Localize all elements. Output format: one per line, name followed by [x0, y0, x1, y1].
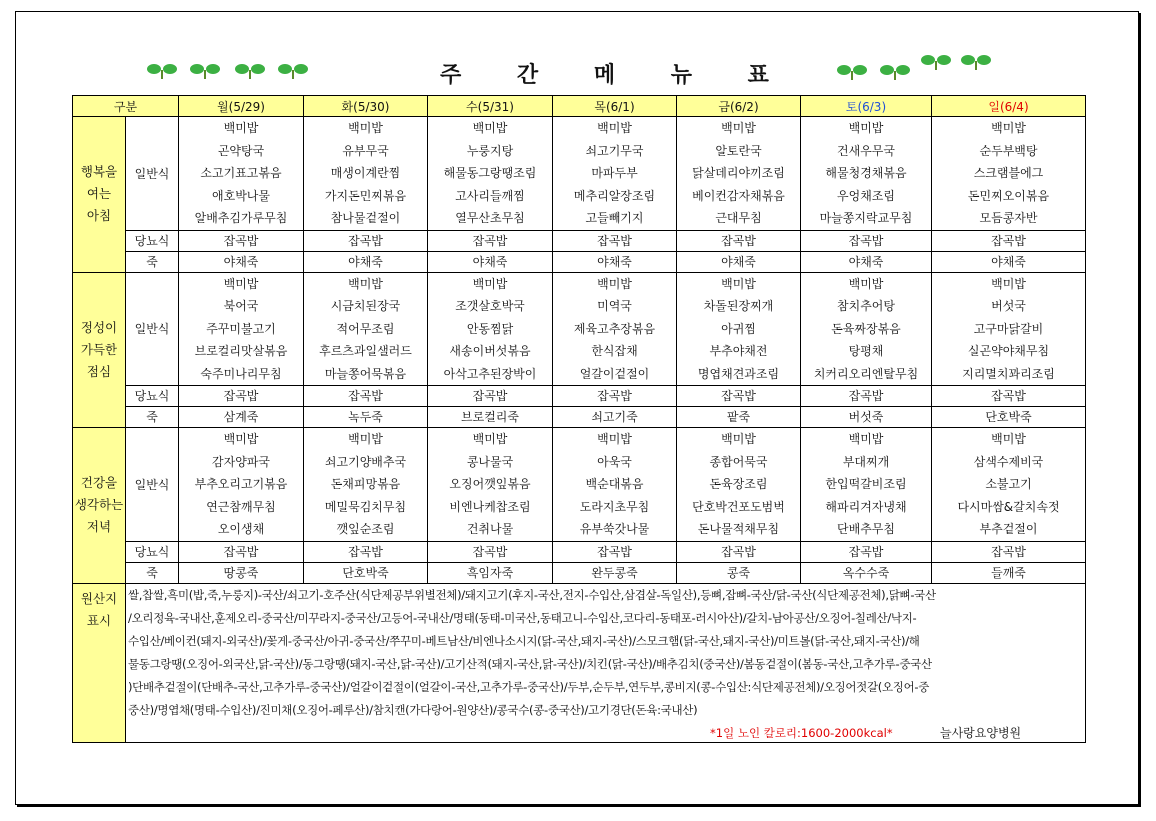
porridge-menu-cell: 브로컬리죽	[428, 407, 553, 428]
dish-item: 오이생채	[217, 522, 265, 536]
porridge-menu-cell: 땅콩죽	[179, 562, 304, 583]
dish-item: 차돌된장찌개	[703, 299, 774, 313]
general-menu-cell	[304, 272, 428, 386]
dish-item: 북어국	[223, 299, 259, 313]
porridge-menu-cell: 팥죽	[677, 407, 801, 428]
general-menu-cell	[179, 272, 304, 386]
dish-item: 열무산초무침	[455, 211, 525, 225]
general-menu-cell	[932, 272, 1086, 386]
dish-item: 한입떡갈비조림	[825, 477, 907, 491]
meal-label-line: 아침	[86, 208, 112, 224]
dish-item: 백미밥	[721, 121, 756, 135]
diabetic-menu-cell: 잡곡밥	[304, 541, 428, 562]
dinner-label	[73, 428, 126, 584]
dish-item: 백미밥	[721, 432, 756, 446]
dish-item: 제육고추장볶음	[573, 321, 656, 336]
hospital-name: 늘사랑요양병원	[940, 725, 1022, 740]
origin-line: 수입산/베이컨(돼지-외국산)/꽃게-중국산/아귀-중국산/쭈꾸미-베트남산/비엔나소시지(닭-국산,돼지-국산)/스모크햄(닭-국산,돼지-국산)/미트볼(닭-국산,돼지-국산)/해	[128, 633, 920, 648]
origin-line: )단배추겉절이(단배추-국산,고추가루-중국산)/얼갈이겉절이(얼갈이-국산,고추가루-중국산)/두부,순두부,연두부,콩비지(콩-수입산:식단제공전체)/오징어젓갈(오징어-중	[128, 679, 930, 694]
diabetic-menu-cell: 잡곡밥	[304, 386, 428, 407]
diabetic-menu-cell: 잡곡밥	[932, 230, 1086, 251]
dish-item: 백미밥	[223, 276, 259, 291]
porridge-diet-label: 죽	[126, 251, 179, 272]
dish-item: 안동찜닭	[466, 321, 514, 336]
porridge-diet-label: 죽	[126, 562, 179, 583]
dish-item: 백미밥	[223, 121, 259, 135]
dish-item: 돈나물적채무침	[697, 522, 780, 536]
dish-item: 우엉채조림	[837, 188, 895, 203]
general-menu-cell	[304, 117, 428, 231]
dish-item: 돈채피망볶음	[330, 477, 401, 491]
lunch-porridge-row	[73, 407, 1086, 428]
diabetic-diet-label: 당뇨식	[126, 230, 179, 251]
dish-item: 애호박나물	[212, 188, 270, 203]
dish-item: 매생이계란찜	[330, 166, 401, 180]
dish-item: 감자양파국	[212, 454, 270, 469]
dish-item: 소고기표고볶음	[200, 166, 282, 180]
dish-item: 백미밥	[991, 276, 1026, 291]
dish-item: 오징어깻잎볶음	[449, 477, 531, 491]
dish-item: 미역국	[597, 299, 632, 313]
porridge-menu-cell: 야채죽	[428, 251, 553, 272]
dish-item: 종합어묵국	[709, 454, 768, 469]
dish-item: 주꾸미불고기	[206, 321, 276, 336]
origin-content	[126, 583, 1086, 742]
dish-item: 참나물겉절이	[330, 211, 401, 225]
general-menu-cell	[304, 428, 428, 542]
diabetic-menu-cell: 잡곡밥	[553, 230, 677, 251]
meal-label-line: 건강을	[80, 475, 118, 491]
calorie-note: *1일 노인 칼로리:1600-2000kcal*	[710, 725, 893, 740]
diabetic-menu-cell: 잡곡밥	[179, 541, 304, 562]
origin-line: 물동그랑땡(오징어-외국산,닭-국산)/동그랑땡(돼지-국산,닭-국산)/고기산적(돼지-국산,닭-국산)/치킨(닭-국산)/배추김치(중국산)/봄동겉절이(봄동-국산,고추가루-중국산	[128, 656, 932, 671]
dish-item: 스크램블에그	[973, 166, 1044, 180]
general-menu-cell	[553, 117, 677, 231]
dish-item: 실곤약야채무침	[967, 344, 1050, 358]
dish-item: 탕평채	[848, 344, 884, 358]
dish-item: 단배추무침	[837, 522, 895, 536]
dish-item: 베이컨감자채볶음	[692, 188, 785, 203]
porridge-menu-cell: 버섯죽	[801, 407, 932, 428]
porridge-menu-cell: 야채죽	[304, 251, 428, 272]
header-day-wed: 수(5/31)	[428, 96, 553, 117]
porridge-diet-label: 죽	[126, 407, 179, 428]
lunch-label	[73, 272, 126, 428]
dish-item: 순두부백탕	[979, 143, 1038, 158]
porridge-menu-cell: 녹두죽	[304, 407, 428, 428]
diabetic-menu-cell: 잡곡밥	[932, 386, 1086, 407]
diabetic-menu-cell: 잡곡밥	[428, 541, 553, 562]
dish-item: 마늘쫑지락교무침	[819, 211, 913, 225]
header-row	[73, 96, 1086, 117]
general-menu-cell	[801, 272, 932, 386]
sprout-decoration-left	[146, 60, 316, 82]
dish-item: 부추오리고기볶음	[194, 477, 288, 491]
breakfast-diabetic-row	[73, 230, 1086, 251]
dish-item: 백미밥	[223, 432, 259, 446]
diabetic-menu-cell: 잡곡밥	[553, 541, 677, 562]
origin-line: 중산)/명엽채(명태-수입산)/진미채(오징어-페루산)/참치캔(가다랑어-원양산)/콩국수(콩-중국산)/고기경단(돈육:국내산)	[128, 702, 698, 717]
dish-item: 브로컬리맛살볶음	[194, 344, 288, 358]
dish-item: 부추야채전	[709, 344, 768, 358]
origin-row	[73, 583, 1086, 742]
general-menu-cell	[677, 117, 801, 231]
diabetic-menu-cell: 잡곡밥	[801, 541, 932, 562]
dish-item: 닭살데리야끼조림	[692, 166, 785, 180]
diabetic-menu-cell: 잡곡밥	[553, 386, 677, 407]
dish-item: 근대무침	[715, 211, 762, 225]
general-menu-cell	[428, 428, 553, 542]
dish-item: 백미밥	[597, 432, 632, 446]
dish-item: 돈민찌오이볶음	[967, 188, 1050, 203]
dish-item: 후르츠과일샐러드	[319, 344, 412, 358]
dish-item: 백미밥	[848, 121, 884, 135]
general-menu-cell	[428, 117, 553, 231]
dish-item: 백미밥	[848, 276, 884, 291]
dish-item: 버섯국	[991, 299, 1026, 313]
dish-item: 비엔나케찹조림	[449, 499, 531, 514]
porridge-menu-cell: 야채죽	[553, 251, 677, 272]
sprout-decoration-right	[836, 54, 996, 82]
page-title: 주 간 메 뉴 표	[440, 63, 793, 88]
meal-label-line: 행복을	[80, 164, 118, 180]
dish-item: 한식잡채	[591, 344, 638, 358]
dinner-diabetic-row	[73, 541, 1086, 562]
dish-item: 도라지초무침	[579, 499, 650, 514]
dish-item: 마늘쫑어묵볶음	[324, 366, 407, 381]
header-day-fri: 금(6/2)	[677, 96, 801, 117]
dish-item: 메밀묵김치무침	[324, 499, 407, 514]
dinner-porridge-row	[73, 562, 1086, 583]
header-day-mon: 월(5/29)	[179, 96, 304, 117]
porridge-menu-cell: 옥수수죽	[801, 562, 932, 583]
porridge-menu-cell: 쇠고기죽	[553, 407, 677, 428]
porridge-menu-cell: 야채죽	[677, 251, 801, 272]
dish-item: 백미밥	[597, 121, 632, 135]
dish-item: 백미밥	[721, 276, 756, 291]
porridge-menu-cell: 단호박죽	[932, 407, 1086, 428]
diabetic-menu-cell: 잡곡밥	[304, 230, 428, 251]
dish-item: 새송이버섯볶음	[449, 344, 531, 358]
header-day-tue: 화(5/30)	[304, 96, 428, 117]
dish-item: 유부쑥갓나물	[579, 522, 650, 536]
breakfast-general-row	[73, 117, 1086, 231]
diabetic-menu-cell: 잡곡밥	[428, 230, 553, 251]
header-day-thu: 목(6/1)	[553, 96, 677, 117]
dish-item: 참치추어탕	[837, 299, 895, 313]
dish-item: 아삭고추된장박이	[443, 366, 537, 381]
breakfast-porridge-row	[73, 251, 1086, 272]
dish-item: 고들빼기지	[585, 211, 644, 225]
dish-item: 아욱국	[597, 454, 632, 469]
diabetic-diet-label: 당뇨식	[126, 541, 179, 562]
lunch-diabetic-row	[73, 386, 1086, 407]
diabetic-menu-cell: 잡곡밥	[677, 386, 801, 407]
general-menu-cell	[677, 272, 801, 386]
porridge-menu-cell: 삼계죽	[179, 407, 304, 428]
dish-item: 백미밥	[348, 276, 383, 291]
diabetic-menu-cell: 잡곡밥	[932, 541, 1086, 562]
dish-item: 백미밥	[472, 432, 508, 446]
general-diet-label: 일반식	[126, 117, 179, 231]
dish-item: 삼색수제비국	[973, 454, 1044, 469]
dish-item: 아귀찜	[721, 321, 756, 336]
dish-item: 깻잎순조림	[336, 522, 395, 536]
dish-item: 쇠고기무국	[585, 143, 644, 158]
header-day-sun: 일(6/4)	[932, 96, 1086, 117]
dish-item: 백미밥	[472, 121, 508, 135]
breakfast-label	[73, 117, 126, 273]
porridge-menu-cell: 완두콩죽	[553, 562, 677, 583]
porridge-menu-cell: 단호박죽	[304, 562, 428, 583]
dish-item: 연근참깨무침	[206, 499, 276, 514]
dish-item: 돈육장조림	[709, 477, 768, 491]
dish-item: 백미밥	[348, 432, 383, 446]
porridge-menu-cell: 콩죽	[677, 562, 801, 583]
origin-label-line: 표시	[86, 612, 112, 628]
dish-item: 시금치된장국	[330, 299, 401, 313]
meal-label-line: 점심	[86, 363, 112, 379]
origin-label	[73, 583, 126, 742]
porridge-menu-cell: 흑임자죽	[428, 562, 553, 583]
dish-item: 알토란국	[715, 143, 762, 158]
weekly-menu-table	[72, 95, 1086, 743]
general-menu-cell	[932, 428, 1086, 542]
general-diet-label: 일반식	[126, 428, 179, 542]
dish-item: 해파리겨자냉채	[825, 499, 907, 514]
porridge-menu-cell: 야채죽	[801, 251, 932, 272]
lunch-general-row	[73, 272, 1086, 386]
dinner-general-row	[73, 428, 1086, 542]
diabetic-menu-cell: 잡곡밥	[428, 386, 553, 407]
dish-item: 백미밥	[848, 432, 884, 446]
dish-item: 해물청경채볶음	[825, 166, 907, 180]
dish-item: 백미밥	[472, 276, 508, 291]
porridge-menu-cell: 야채죽	[932, 251, 1086, 272]
general-menu-cell	[801, 117, 932, 231]
dish-item: 쇠고기양배추국	[324, 454, 407, 469]
porridge-menu-cell: 들깨죽	[932, 562, 1086, 583]
general-diet-label: 일반식	[126, 272, 179, 386]
dish-item: 건취나물	[466, 522, 514, 536]
dish-item: 알배추김가루무침	[194, 211, 288, 225]
dish-item: 얼갈이겉절이	[579, 366, 650, 381]
dish-item: 모듬콩자반	[979, 211, 1038, 225]
porridge-menu-cell: 야채죽	[179, 251, 304, 272]
dish-item: 건새우무국	[837, 143, 895, 158]
dish-item: 가지돈민찌볶음	[324, 188, 407, 203]
general-menu-cell	[932, 117, 1086, 231]
diabetic-menu-cell: 잡곡밥	[677, 541, 801, 562]
origin-footer	[128, 722, 1083, 742]
dish-item: 숙주미나리무침	[200, 366, 282, 381]
dish-item: 백미밥	[597, 276, 632, 291]
dish-item: 부대찌개	[842, 454, 890, 469]
meal-label-line: 가득한	[80, 341, 118, 357]
general-menu-cell	[677, 428, 801, 542]
general-menu-cell	[179, 428, 304, 542]
dish-item: 소불고기	[985, 477, 1032, 491]
origin-label-line: 원산지	[80, 590, 118, 606]
dish-item: 콩나물국	[466, 454, 514, 469]
dish-item: 백미밥	[348, 121, 383, 135]
dish-item: 부추겉절이	[979, 522, 1038, 536]
general-menu-cell	[553, 272, 677, 386]
origin-line: /오리정육-국내산,훈제오리-중국산/미꾸라지-중국산/고등어-국내산/명태(동태-미국산,동태고니-수입산,코다리-동태포-러시아산)/갈치-남아공산/오징어-칠레산/낙지-	[128, 610, 917, 625]
dish-item: 백미밥	[991, 121, 1026, 135]
diabetic-menu-cell: 잡곡밥	[801, 230, 932, 251]
general-menu-cell	[553, 428, 677, 542]
meal-label-line: 정성이	[80, 319, 118, 335]
dish-item: 백순대볶음	[585, 477, 644, 491]
dish-item: 명엽채견과조림	[697, 366, 780, 381]
dish-item: 고구마닭갈비	[973, 321, 1044, 336]
general-menu-cell	[428, 272, 553, 386]
diabetic-menu-cell: 잡곡밥	[179, 230, 304, 251]
dish-item: 적어무조림	[336, 321, 395, 336]
dish-item: 마파두부	[591, 166, 638, 180]
dish-item: 고사리들깨찜	[455, 188, 525, 203]
diabetic-diet-label: 당뇨식	[126, 386, 179, 407]
dish-item: 곤약탕국	[217, 143, 265, 158]
general-menu-cell	[179, 117, 304, 231]
meal-label-line: 여는	[86, 186, 112, 202]
origin-line: 쌀,찹쌀,흑미(밥,죽,누룽지)-국산/쇠고기-호주산(식단제공부위별전체)/돼지고기(후지-국산,전지-수입산,삼겹살-독일산),등뼈,잡뼈-국산/닭-국산(식단제공전체),닭뼈-국산	[128, 587, 936, 602]
dish-item: 해물동그랑땡조림	[443, 166, 537, 180]
header-day-sat: 토(6/3)	[801, 96, 932, 117]
diabetic-menu-cell: 잡곡밥	[179, 386, 304, 407]
meal-label-line: 저녁	[86, 519, 112, 535]
diabetic-menu-cell: 잡곡밥	[801, 386, 932, 407]
diabetic-menu-cell: 잡곡밥	[677, 230, 801, 251]
dish-item: 누룽지탕	[466, 143, 514, 158]
dish-item: 돈육짜장볶음	[831, 321, 901, 336]
dish-item: 다시마쌈&갈치속젓	[957, 499, 1060, 514]
dish-item: 백미밥	[991, 432, 1026, 446]
dish-item: 단호박건포도범벅	[692, 499, 785, 514]
general-menu-cell	[801, 428, 932, 542]
dish-item: 치커리오리엔탈무침	[813, 366, 919, 381]
dish-item: 지리멸치꽈리조림	[962, 366, 1055, 381]
meal-label-line: 생각하는	[74, 497, 124, 513]
dish-item: 메추리알장조림	[573, 188, 656, 203]
dish-item: 유부무국	[342, 143, 389, 158]
dish-item: 조갯살호박국	[455, 299, 525, 313]
header-corner: 구분	[73, 96, 179, 117]
